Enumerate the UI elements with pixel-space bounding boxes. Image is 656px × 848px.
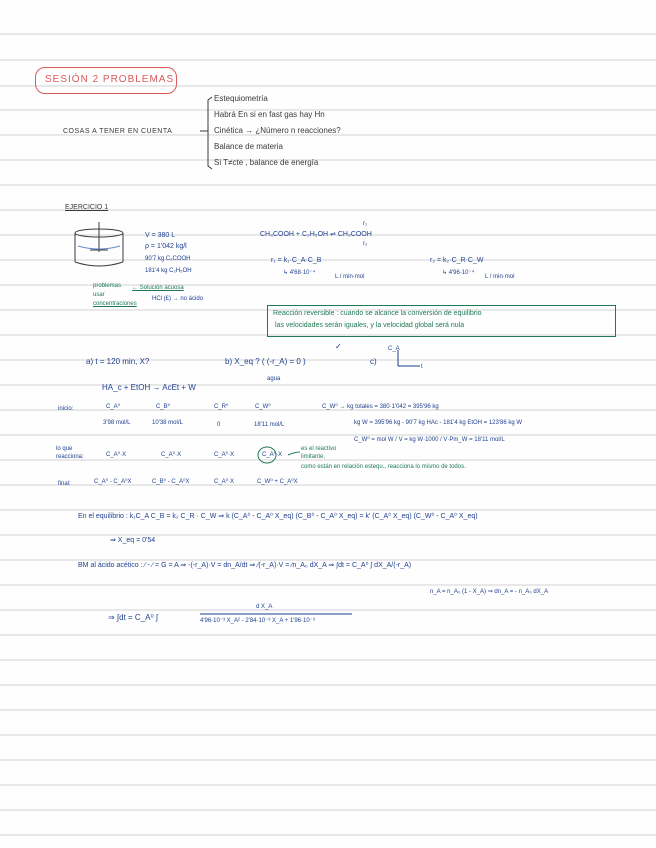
reversible-note-line1: Reacción reversible : cuando se alcance la conversión de equilibrio [273,310,482,317]
mass-balance-line: BM al ácido acético : ∕ - ∕ = G = A ⇒ -(-r_A)·V = dn_A/dt ⇒ ∕(-r_A)·V = ∕n_A₀ dX_A ⇒ ∫dt = C_A⁰ ∫ dX_A/(-r_A) [78,562,412,569]
inicio-cr0: C_R⁰ [214,404,229,410]
bullet-3: Cinética → ¿Número n reacciones? [214,126,341,135]
inicio-cw0-value: 18'11 mol/L [254,422,285,428]
time-integral: ⇒ ∫dt = C_A⁰ ∫ [108,613,159,622]
reacciona-w: C_A⁰·X [262,452,283,458]
cosas-label: COSAS A TENER EN CUENTA [63,128,173,135]
integral-numerator: d X_A [256,604,273,610]
data-ethanol: 181'4 kg C₂H₅OH [145,268,192,274]
final-w: C_W⁰ + C_A⁰X [257,479,298,485]
reacciona-a: C_A⁰·X [106,452,127,458]
integral-denominator: 4'96·10⁻³ X_A² - 2'84·10⁻³ X_A + 1'96·10⁻³ [200,618,315,624]
exercise-heading: EJERCICIO 1 [65,204,109,211]
rate-reverse-k: ↳ 4'96·10⁻⁴ [442,270,475,276]
reacciona-b: C_A⁰·X [161,452,182,458]
row-final-label: final: [58,481,71,487]
question-b: b) X_eq ? ( (-r_A) = 0 ) [225,357,306,366]
bullet-2: Habrá En si en fast gas hay Hn [214,110,325,119]
data-volume: V = 380 L [145,232,176,239]
rate-reverse-unit: L / min·mol [485,274,515,280]
equilibrium-conversion: ⇒ X_eq = 0'54 [110,537,156,544]
rate-forward: r₁ = k₁·C_A·C_B [271,257,322,264]
rate-reverse: r₂ = k₂·C_R·C_W [430,257,484,264]
note-usar: usar [93,292,105,298]
note-hcl: HCl (£) → no ácido [152,296,204,302]
final-b: C_B⁰ - C_A⁰X [152,479,190,485]
svg-text:✓: ✓ [335,342,342,351]
reaction-equation: CH₃COOH + C₂H₅OH ⇌ CH₃COOH [260,231,372,238]
rate-reverse-label: r₂ [363,241,368,247]
inicio-cw0: C_W⁰ [255,404,271,410]
water-label: agua [267,376,281,382]
question-a: a) t = 120 min, X? [86,357,150,366]
row-reacciona-label-1: lo que [56,446,73,452]
inicio-cr0-value: 0 [217,422,221,428]
reacciona-r: C_A⁰·X [214,452,235,458]
bullet-1: Estequiometría [214,94,268,103]
row-reacciona-label-2: reacciona: [56,454,84,460]
rate-forward-k: ↳ 4'68·10⁻⁴ [283,270,316,276]
question-c-axis-x: t [421,364,423,370]
rate-forward-label: r₁ [363,221,368,227]
inicio-cb0-value: 10'38 mol/L [152,420,183,426]
final-r: C_A⁰·X [214,479,235,485]
note-solucion: ← Solución acuosa [132,285,184,291]
reaction-short: HA_c + EtOH → AcEt + W [102,383,196,392]
final-a: C_A⁰ - C_A⁰X [94,479,132,485]
rate-forward-unit: L / min·mol [335,274,365,280]
limiting-note-3: como están en relación estequ., reacciona lo mismo de todos. [301,464,466,470]
reversible-note-line2: las velocidades serán iguales, y la velocidad global será nula [275,322,465,329]
bullet-5: Si T≠cte , balance de energía [214,158,319,167]
limiting-note-1: es el reactivo [301,446,337,452]
limiting-note-2: limitante, [301,454,326,460]
note-concentraciones: concentraciones [93,301,137,307]
question-c: c) [370,357,377,366]
inicio-cb0: C_B⁰ [156,404,171,410]
note-problemas: problemas [93,283,122,289]
data-density: ρ = 1'042 kg/l [145,243,187,250]
calc-total-mass: C_W⁰ → kg totales = 380·1'042 = 395'96 kg [322,404,439,410]
equilibrium-equation: En el equilibrio : k₁C_A C_B = k₂ C_R · C_W ⇒ k (C_A⁰ - C_A⁰ X_eq) (C_B⁰ - C_A⁰ X_eq) = k' (C_A⁰ X_eq) (C_W⁰ - C_A⁰ X_eq) [78,513,478,520]
inicio-ca0-value: 3'98 mol/L [103,420,131,426]
question-c-axis-y: C_A [388,346,400,352]
inicio-ca0: C_A⁰ [106,404,121,410]
page-title: SESIÓN 2 PROBLEMAS [45,74,175,85]
data-acid: 90'7 kg C₂COOH [145,256,191,262]
calc-water-mass: kg W = 395'96 kg - 90'7 kg HAc - 181'4 kg EtOH = 123'86 kg W [354,420,522,426]
moles-relation: n_A = n_A₀ (1 - X_A) ⇒ dn_A = - n_A₀ dX_A [430,589,549,595]
bullet-4: Balance de materia [214,142,283,151]
calc-water-conc: C_W⁰ = mol W / V = kg W·1000 / V·Pm_W = 18'11 mol/L [354,437,505,443]
row-inicio-label: inicio: [58,406,74,412]
